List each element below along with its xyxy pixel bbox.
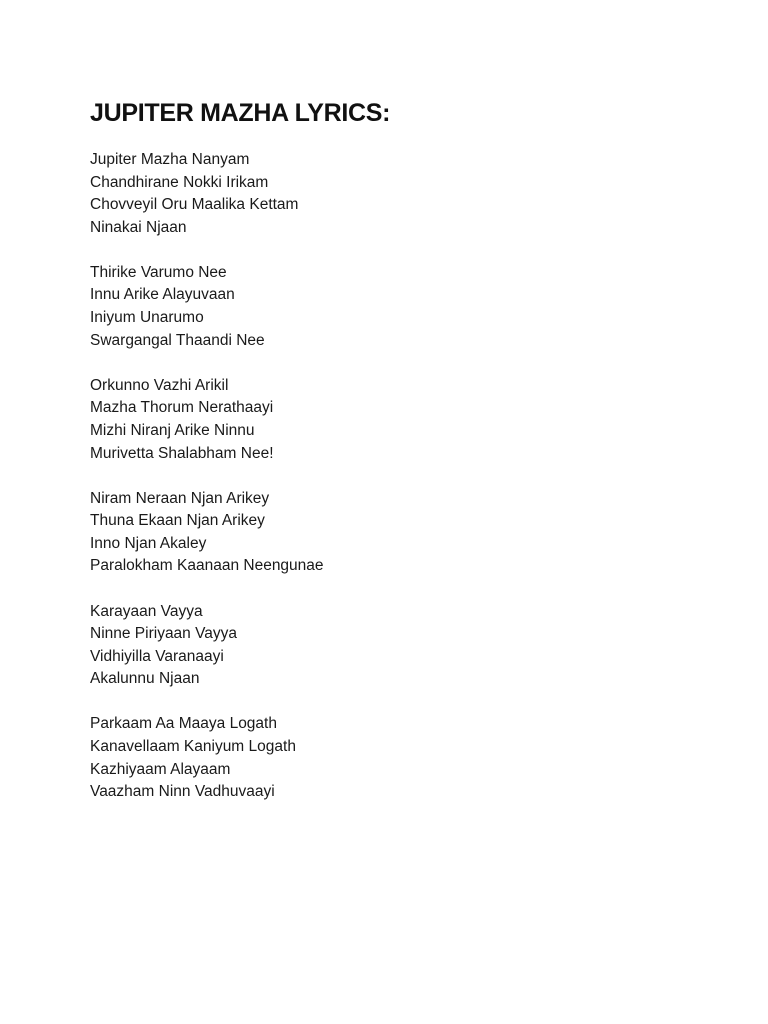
verse-5 [90,601,690,691]
lyric-line: Niram Neraan Njan Arikey [90,489,270,507]
page-title: JUPITER MAZHA LYRICS: [90,99,391,127]
lyric-line: Orkunno Vazhi Arikil [90,376,229,394]
lyric-line: Swargangal Thaandi Nee [90,331,265,349]
lyric-line: Iniyum Unarumo [90,309,204,327]
verse-2 [90,262,690,352]
lyric-line: Akalunnu Njaan [90,670,200,688]
lyric-line: Paralokham Kaanaan Neengunae [90,557,324,575]
verse-1 [90,149,690,239]
verse-4 [90,488,690,578]
lyric-line: Mazha Thorum Nerathaayi [90,399,274,417]
lyric-line: Chandhirane Nokki Irikam [90,173,269,191]
lyric-line: Mizhi Niranj Arike Ninnu [90,421,255,439]
lyric-line: Parkaam Aa Maaya Logath [90,715,277,733]
lyric-line: Murivetta Shalabham Nee! [90,444,274,462]
lyric-line: Thirike Varumo Nee [90,263,227,281]
lyric-line: Jupiter Mazha Nanyam [90,151,250,168]
lyric-line: Ninne Piriyaan Vayya [90,625,238,643]
lyric-line: Thuna Ekaan Njan Arikey [90,512,265,530]
lyric-line: Innu Arike Alayuvaan [90,286,235,304]
verse-6 [90,713,690,803]
verse-3 [90,375,690,465]
lyric-line: Vaazham Ninn Vadhuvaayi [90,783,275,801]
lyric-line: Ninakai Njaan [90,218,187,236]
lyrics-body [90,149,690,826]
lyric-line: Kanavellaam Kaniyum Logath [90,737,296,755]
lyric-line: Karayaan Vayya [90,602,203,620]
lyric-line: Kazhiyaam Alayaam [90,760,231,778]
lyric-line: Vidhiyilla Varanaayi [90,647,224,665]
lyric-line: Chovveyil Oru Maalika Kettam [90,196,299,214]
lyric-line: Inno Njan Akaley [90,534,207,552]
